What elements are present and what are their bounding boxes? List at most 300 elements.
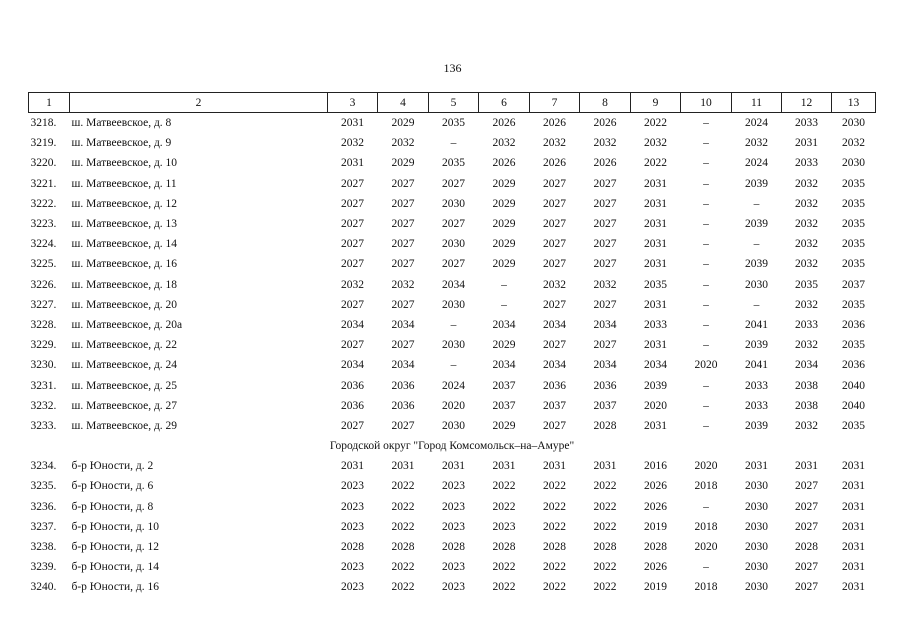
year-cell: 2031 — [842, 480, 865, 493]
table-row — [29, 174, 876, 194]
year-cell: 2032 — [795, 218, 818, 231]
year-cell: 2034 — [442, 278, 465, 291]
year-cell: – — [450, 318, 457, 331]
year-cell: 2037 — [593, 399, 617, 412]
year-cell: 2029 — [492, 197, 516, 210]
column-header: 6 — [479, 93, 530, 113]
year-cell: – — [703, 379, 709, 392]
year-cell: 2039 — [745, 218, 768, 231]
year-cell: 2032 — [593, 137, 617, 150]
year-cell: 2031 — [492, 460, 516, 473]
year-cell: – — [450, 359, 457, 372]
row-number: 3219. — [30, 137, 57, 150]
year-cell: 2035 — [842, 218, 865, 231]
year-cell: 2029 — [492, 218, 516, 231]
year-cell: 2035 — [442, 157, 465, 170]
year-cell: 2028 — [492, 541, 516, 554]
year-cell: 2022 — [391, 561, 415, 574]
table-row — [29, 517, 876, 537]
year-cell: 2026 — [543, 157, 566, 170]
year-cell: 2034 — [593, 318, 617, 331]
year-cell: 2038 — [795, 379, 818, 392]
year-cell: 2035 — [842, 298, 865, 311]
address-cell: ш. Матвеевское, д. 10 — [71, 157, 178, 170]
year-cell: 2027 — [543, 218, 566, 231]
year-cell: 2029 — [492, 238, 516, 251]
year-cell: 2023 — [442, 561, 465, 574]
row-number: 3237. — [30, 520, 57, 533]
year-cell: 2035 — [842, 339, 865, 352]
year-cell: – — [703, 298, 709, 311]
row-number: 3234. — [30, 460, 57, 473]
year-cell: 2020 — [442, 399, 465, 412]
year-cell: 2031 — [842, 541, 865, 554]
table-row — [29, 416, 876, 436]
year-cell: 2027 — [391, 218, 415, 231]
year-cell: 2032 — [391, 278, 415, 291]
table-row — [29, 537, 876, 557]
row-number: 3223. — [30, 218, 57, 231]
year-cell: 2036 — [842, 318, 865, 331]
year-cell: 2031 — [644, 339, 667, 352]
year-cell: 2026 — [543, 117, 566, 130]
address-cell: ш. Матвеевское, д. 29 — [71, 419, 178, 432]
year-cell: 2032 — [593, 278, 617, 291]
table-row — [29, 153, 876, 173]
row-number: 3230. — [30, 359, 57, 372]
year-cell: 2032 — [644, 137, 667, 150]
year-cell: 2031 — [842, 460, 865, 473]
year-cell: 2033 — [644, 318, 667, 331]
year-cell: 2036 — [391, 399, 415, 412]
year-cell: 2029 — [391, 117, 415, 130]
year-cell: 2039 — [745, 258, 768, 271]
table-row — [29, 497, 876, 517]
year-cell: 2026 — [492, 117, 516, 130]
year-cell: 2027 — [543, 419, 566, 432]
year-cell: 2019 — [644, 581, 667, 594]
year-cell: 2034 — [644, 359, 667, 372]
year-cell: 2027 — [341, 238, 364, 251]
year-cell: 2031 — [644, 298, 667, 311]
year-cell: 2035 — [644, 278, 667, 291]
year-cell: 2035 — [842, 419, 865, 432]
year-cell: 2029 — [492, 177, 516, 190]
year-cell: 2023 — [341, 500, 364, 513]
year-cell: – — [703, 399, 709, 412]
year-cell: 2023 — [341, 480, 364, 493]
address-cell: б-р Юности, д. 12 — [71, 541, 159, 554]
year-cell: 2027 — [593, 238, 617, 251]
year-cell: 2031 — [842, 581, 865, 594]
year-cell: 2022 — [593, 561, 617, 574]
year-cell: 2034 — [391, 359, 415, 372]
address-cell: ш. Матвеевское, д. 24 — [71, 359, 178, 372]
year-cell: 2030 — [842, 117, 865, 130]
year-cell: 2027 — [442, 258, 465, 271]
year-cell: 2032 — [795, 238, 818, 251]
year-cell: 2033 — [795, 157, 818, 170]
column-header: 9 — [631, 93, 681, 113]
year-cell: 2034 — [341, 359, 364, 372]
year-cell: 2018 — [694, 480, 718, 493]
year-cell: 2023 — [442, 520, 465, 533]
year-cell: 2022 — [543, 520, 566, 533]
address-cell: б-р Юности, д. 10 — [71, 520, 159, 533]
row-number: 3239. — [30, 561, 57, 574]
year-cell: 2024 — [745, 117, 768, 130]
year-cell: 2027 — [593, 177, 617, 190]
address-cell: ш. Матвеевское, д. 9 — [71, 137, 172, 150]
year-cell: 2023 — [341, 581, 364, 594]
row-number: 3232. — [30, 399, 57, 412]
year-cell: 2022 — [391, 500, 415, 513]
row-number: 3240. — [30, 581, 57, 594]
year-cell: 2031 — [644, 197, 667, 210]
year-cell: 2032 — [795, 258, 818, 271]
year-cell: 2035 — [442, 117, 465, 130]
year-cell: 2037 — [543, 399, 566, 412]
year-cell: – — [450, 137, 457, 150]
table-row — [29, 214, 876, 234]
year-cell: 2035 — [842, 197, 865, 210]
year-cell: 2035 — [842, 238, 865, 251]
year-cell: 2036 — [842, 359, 865, 372]
address-cell: б-р Юности, д. 14 — [71, 561, 159, 574]
year-cell: – — [703, 500, 709, 513]
address-cell: ш. Матвеевское, д. 12 — [71, 197, 178, 210]
table-row — [29, 133, 876, 153]
year-cell: 2027 — [391, 258, 415, 271]
year-cell: 2027 — [593, 298, 617, 311]
year-cell: – — [703, 157, 709, 170]
year-cell: 2034 — [543, 318, 566, 331]
column-header: 1 — [29, 93, 70, 113]
year-cell: 2022 — [593, 480, 617, 493]
row-number: 3231. — [30, 379, 57, 392]
year-cell: 2032 — [795, 339, 818, 352]
year-cell: – — [703, 177, 709, 190]
table-row — [29, 275, 876, 295]
year-cell: 2031 — [842, 561, 865, 574]
column-header: 4 — [378, 93, 429, 113]
year-cell: 2035 — [842, 258, 865, 271]
address-cell: ш. Матвеевское, д. 20 — [71, 298, 178, 311]
year-cell: 2032 — [391, 137, 415, 150]
year-cell: – — [703, 561, 709, 574]
column-header: 3 — [328, 93, 378, 113]
year-cell: 2031 — [795, 137, 818, 150]
year-cell: 2022 — [492, 500, 516, 513]
year-cell: 2027 — [391, 197, 415, 210]
year-cell: 2027 — [341, 339, 364, 352]
year-cell: 2022 — [543, 561, 566, 574]
year-cell: 2030 — [745, 581, 768, 594]
table-row — [29, 194, 876, 214]
year-cell: 2022 — [644, 117, 667, 130]
year-cell: 2027 — [341, 197, 364, 210]
year-cell: 2034 — [492, 359, 516, 372]
year-cell: 2041 — [745, 318, 768, 331]
row-number: 3229. — [30, 339, 57, 352]
year-cell: 2027 — [391, 339, 415, 352]
year-cell: 2034 — [593, 359, 617, 372]
year-cell: 2027 — [543, 258, 566, 271]
year-cell: 2033 — [795, 318, 818, 331]
year-cell: 2028 — [795, 541, 818, 554]
year-cell: 2026 — [644, 500, 667, 513]
year-cell: 2030 — [745, 480, 768, 493]
row-number: 3236. — [30, 500, 57, 513]
column-header: 8 — [580, 93, 631, 113]
year-cell: 2022 — [391, 520, 415, 533]
year-cell: 2037 — [842, 278, 865, 291]
table-row — [29, 375, 876, 395]
year-cell: 2037 — [492, 399, 516, 412]
year-cell: 2023 — [442, 480, 465, 493]
year-cell: 2022 — [593, 581, 617, 594]
year-cell: 2027 — [795, 520, 818, 533]
year-cell: 2031 — [543, 460, 566, 473]
year-cell: 2022 — [543, 480, 566, 493]
address-cell: ш. Матвеевское, д. 14 — [71, 238, 178, 251]
year-cell: 2036 — [543, 379, 566, 392]
year-cell: 2027 — [593, 339, 617, 352]
column-header: 5 — [429, 93, 479, 113]
row-number: 3233. — [30, 419, 57, 432]
address-cell: ш. Матвеевское, д. 18 — [71, 278, 178, 291]
column-header: 12 — [782, 93, 832, 113]
year-cell: 2027 — [543, 298, 566, 311]
year-cell: 2036 — [341, 399, 364, 412]
year-cell: 2023 — [341, 561, 364, 574]
table-row — [29, 557, 876, 577]
year-cell: 2026 — [644, 561, 667, 574]
year-cell: – — [703, 339, 709, 352]
address-cell: ш. Матвеевское, д. 20а — [71, 318, 183, 331]
year-cell: 2020 — [694, 460, 718, 473]
year-cell: 2027 — [442, 177, 465, 190]
year-cell: 2022 — [644, 157, 667, 170]
year-cell: 2023 — [341, 520, 364, 533]
year-cell: – — [703, 238, 709, 251]
table-row — [29, 254, 876, 274]
year-cell: 2031 — [644, 218, 667, 231]
year-cell: 2029 — [492, 258, 516, 271]
year-cell: – — [753, 197, 760, 210]
year-cell: 2039 — [745, 419, 768, 432]
table-row — [29, 396, 876, 416]
year-cell: 2028 — [593, 541, 617, 554]
year-cell: 2027 — [593, 218, 617, 231]
year-cell: 2022 — [543, 500, 566, 513]
year-cell: 2039 — [745, 177, 768, 190]
year-cell: 2038 — [795, 399, 818, 412]
year-cell: 2027 — [795, 480, 818, 493]
year-cell: 2027 — [795, 500, 818, 513]
year-cell: – — [703, 419, 709, 432]
year-cell: 2027 — [341, 298, 364, 311]
year-cell: 2023 — [492, 520, 516, 533]
year-cell: 2030 — [745, 541, 768, 554]
year-cell: 2041 — [745, 359, 768, 372]
year-cell: 2018 — [694, 581, 718, 594]
year-cell: – — [703, 137, 709, 150]
row-number: 3218. — [30, 117, 57, 130]
year-cell: – — [703, 218, 709, 231]
year-cell: 2030 — [442, 238, 465, 251]
year-cell: 2031 — [593, 460, 617, 473]
year-cell: 2036 — [391, 379, 415, 392]
year-cell: 2027 — [341, 218, 364, 231]
year-cell: 2040 — [842, 379, 865, 392]
year-cell: 2028 — [644, 541, 667, 554]
year-cell: 2019 — [644, 520, 667, 533]
year-cell: 2027 — [391, 238, 415, 251]
table-row — [29, 113, 876, 134]
year-cell: 2020 — [694, 541, 718, 554]
year-cell: 2039 — [745, 339, 768, 352]
year-cell: 2023 — [442, 500, 465, 513]
year-cell: 2030 — [442, 419, 465, 432]
year-cell: 2026 — [593, 157, 617, 170]
year-cell: 2022 — [543, 581, 566, 594]
year-cell: 2029 — [391, 157, 415, 170]
table-row — [29, 577, 876, 597]
year-cell: 2022 — [593, 520, 617, 533]
page-number: 136 — [443, 61, 462, 75]
year-cell: 2033 — [745, 379, 768, 392]
address-cell: ш. Матвеевское, д. 16 — [71, 258, 178, 271]
year-cell: 2020 — [694, 359, 718, 372]
year-cell: – — [501, 278, 507, 291]
address-cell: ш. Матвеевское, д. 27 — [71, 399, 178, 412]
year-cell: 2028 — [341, 541, 364, 554]
year-cell: 2016 — [644, 460, 667, 473]
year-cell: 2024 — [442, 379, 465, 392]
year-cell: 2031 — [341, 117, 364, 130]
year-cell: 2031 — [644, 177, 667, 190]
address-cell: б-р Юности, д. 6 — [71, 480, 154, 493]
address-cell: ш. Матвеевское, д. 25 — [71, 379, 178, 392]
year-cell: 2030 — [745, 561, 768, 574]
year-cell: 2022 — [492, 581, 516, 594]
row-number: 3227. — [30, 298, 57, 311]
year-cell: 2032 — [745, 137, 768, 150]
year-cell: 2033 — [745, 399, 768, 412]
year-cell: 2032 — [795, 177, 818, 190]
year-cell: 2032 — [543, 137, 566, 150]
data-table — [28, 92, 876, 598]
table-row — [29, 476, 876, 496]
year-cell: 2034 — [391, 318, 415, 331]
table-row — [29, 335, 876, 355]
column-header: 11 — [732, 93, 782, 113]
year-cell: 2027 — [795, 581, 818, 594]
year-cell: 2027 — [543, 197, 566, 210]
column-header: 7 — [530, 93, 580, 113]
address-cell: б-р Юности, д. 16 — [71, 581, 159, 594]
year-cell: 2027 — [341, 419, 364, 432]
year-cell: 2032 — [341, 278, 364, 291]
year-cell: 2031 — [644, 258, 667, 271]
year-cell: 2027 — [341, 177, 364, 190]
address-cell: ш. Матвеевское, д. 13 — [71, 218, 178, 231]
year-cell: 2032 — [543, 278, 566, 291]
year-cell: 2035 — [842, 177, 865, 190]
year-cell: 2031 — [842, 520, 865, 533]
year-cell: 2030 — [442, 298, 465, 311]
year-cell: – — [501, 298, 507, 311]
year-cell: – — [703, 117, 709, 130]
year-cell: 2030 — [745, 278, 768, 291]
year-cell: – — [703, 197, 709, 210]
year-cell: 2018 — [694, 520, 718, 533]
year-cell: 2024 — [745, 157, 768, 170]
address-cell: б-р Юности, д. 8 — [71, 500, 154, 513]
section-row — [29, 436, 876, 456]
header-row — [29, 93, 876, 113]
row-number: 3221. — [30, 177, 57, 190]
table-row — [29, 315, 876, 335]
year-cell: 2027 — [341, 258, 364, 271]
year-cell: 2026 — [644, 480, 667, 493]
row-number: 3225. — [30, 258, 57, 271]
table-row — [29, 456, 876, 476]
year-cell: 2028 — [543, 541, 566, 554]
year-cell: 2027 — [391, 177, 415, 190]
year-cell: 2036 — [341, 379, 364, 392]
year-cell: 2031 — [644, 238, 667, 251]
year-cell: 2031 — [795, 460, 818, 473]
year-cell: 2032 — [795, 197, 818, 210]
year-cell: – — [703, 318, 709, 331]
year-cell: 2027 — [543, 339, 566, 352]
year-cell: 2034 — [492, 318, 516, 331]
year-cell: 2022 — [593, 500, 617, 513]
year-cell: 2030 — [442, 197, 465, 210]
year-cell: – — [753, 298, 760, 311]
year-cell: 2027 — [543, 177, 566, 190]
year-cell: 2027 — [442, 218, 465, 231]
year-cell: 2031 — [842, 500, 865, 513]
year-cell: 2030 — [745, 500, 768, 513]
year-cell: 2034 — [795, 359, 818, 372]
year-cell: 2027 — [795, 561, 818, 574]
year-cell: 2032 — [795, 298, 818, 311]
row-number: 3238. — [30, 541, 57, 554]
year-cell: 2031 — [745, 460, 768, 473]
row-number: 3235. — [30, 480, 57, 493]
year-cell: 2029 — [492, 339, 516, 352]
year-cell: 2020 — [644, 399, 667, 412]
year-cell: – — [753, 238, 760, 251]
year-cell: – — [703, 278, 709, 291]
year-cell: 2031 — [442, 460, 465, 473]
column-header: 10 — [681, 93, 732, 113]
year-cell: 2027 — [593, 197, 617, 210]
year-cell: 2029 — [492, 419, 516, 432]
row-number: 3224. — [30, 238, 57, 251]
year-cell: 2032 — [492, 137, 516, 150]
year-cell: 2022 — [492, 561, 516, 574]
year-cell: 2028 — [391, 541, 415, 554]
year-cell: 2023 — [442, 581, 465, 594]
year-cell: 2028 — [442, 541, 465, 554]
address-cell: ш. Матвеевское, д. 11 — [71, 177, 177, 190]
year-cell: 2027 — [391, 298, 415, 311]
year-cell: 2027 — [391, 419, 415, 432]
